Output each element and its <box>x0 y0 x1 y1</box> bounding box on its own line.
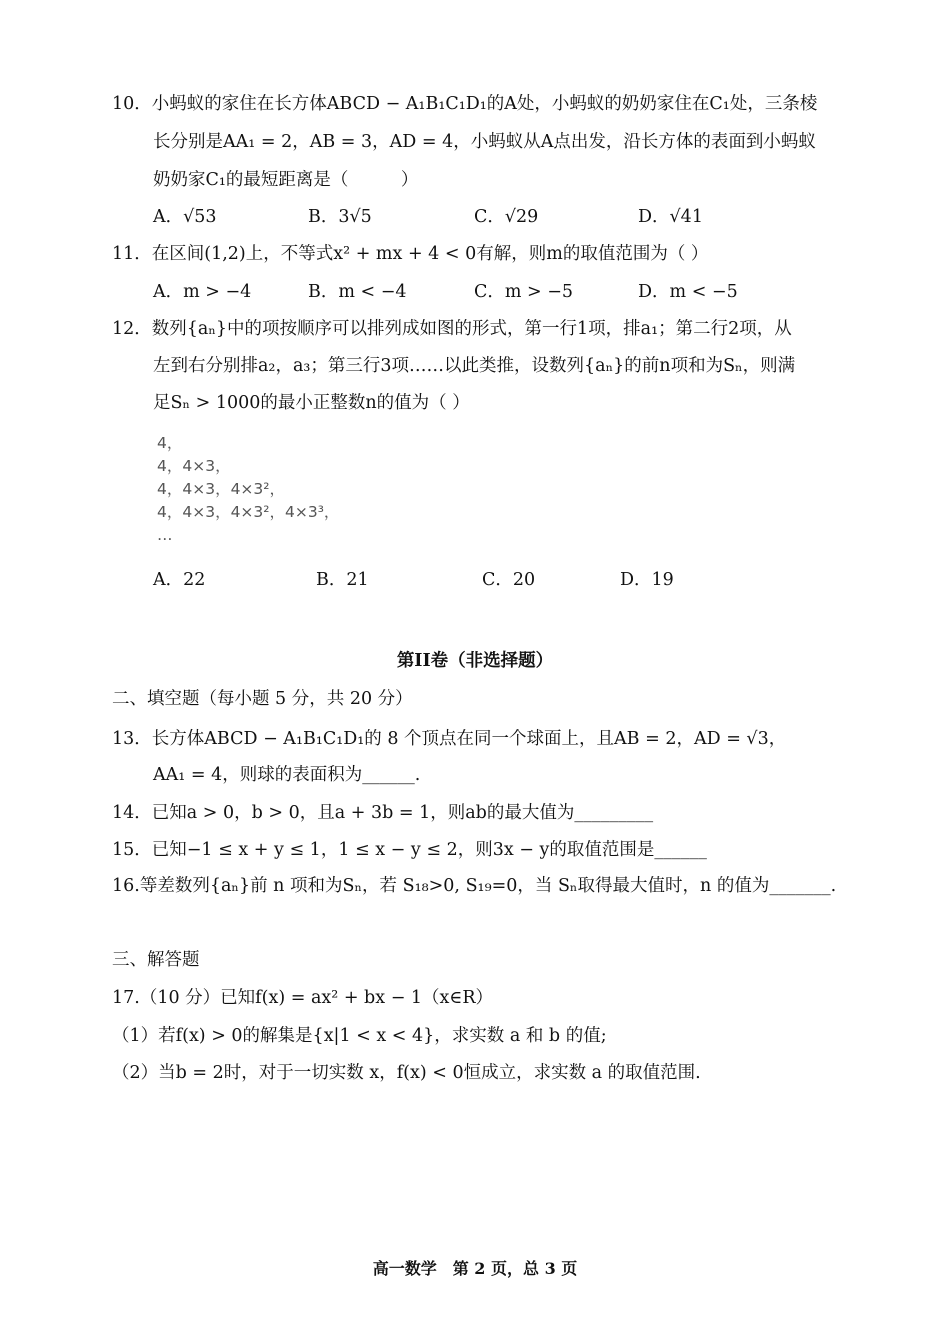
page-footer: 高一数学 第 2 页，总 3 页 <box>372 1259 578 1278</box>
q12-line-3: 足Sₙ > 1000的最小正整数n的值为（ ） <box>153 393 470 413</box>
q12-line-1: 12．数列{aₙ}中的项按顺序可以排列成如图的形式，第一行1项，排a₁；第二行2项，从 <box>112 319 792 339</box>
q17-line-1: 17.（10 分）已知f(x) = ax² + bx − 1（x∈R） <box>112 988 494 1008</box>
q15-text: 15．已知−1 ≤ x + y ≤ 1，1 ≤ x − y ≤ 2，则3x − y的取值范围是______ <box>112 840 707 860</box>
q10-option-a: A．√53 <box>153 207 217 227</box>
q11-option-c: C．m > −5 <box>474 282 574 302</box>
q11-option-d: D．m < −5 <box>638 282 738 302</box>
figure-row-3: 4，4×3，4×3²， <box>157 480 285 498</box>
figure-row-4: 4，4×3，4×3²，4×3³， <box>157 503 340 521</box>
figure-row-5: … <box>157 526 173 544</box>
q13-line-2: AA₁ = 4，则球的表面积为______. <box>153 765 421 785</box>
q12-line-2: 左到右分别排a₂，a₃；第三行3项……以此类推，设数列{aₙ}的前n项和为Sₙ，则满 <box>153 356 796 376</box>
q11-option-a: A．m > −4 <box>153 282 252 302</box>
q12-option-d: D．19 <box>620 570 674 590</box>
q13-line-1: 13．长方体ABCD − A₁B₁C₁D₁的 8 个顶点在同一个球面上，且AB = 2，AD = √3， <box>112 729 787 749</box>
figure-row-1: 4， <box>157 434 183 452</box>
q11-line-1: 11．在区间(1,2)上，不等式x² + mx + 4 < 0有解，则m的取值范围为（ ） <box>112 244 709 264</box>
q14-text: 14．已知a > 0，b > 0，且a + 3b = 1，则ab的最大值为_________ <box>112 803 654 823</box>
q12-sequence-figure <box>157 432 339 547</box>
q10-option-c: C．√29 <box>474 207 539 227</box>
answer-header: 三、解答题 <box>112 950 200 970</box>
q10-line-3: 奶奶家C₁的最短距离是（ ） <box>153 170 419 190</box>
q10-line-2: 长分别是AA₁ = 2，AB = 3，AD = 4，小蚂蚁从A点出发，沿长方体的表面到小蚂蚁 <box>153 132 816 152</box>
q12-option-a: A．22 <box>153 570 206 590</box>
q17-part-1: （1）若f(x) > 0的解集是{x|1 < x < 4}，求实数 a 和 b 的值; <box>112 1026 607 1046</box>
q10-option-b: B．3√5 <box>308 207 372 227</box>
q12-option-c: C．20 <box>482 570 536 590</box>
q12-option-b: B．21 <box>316 570 369 590</box>
q17-part-2: （2）当b = 2时，对于一切实数 x，f(x) < 0恒成立，求实数 a 的取值范围. <box>112 1063 701 1083</box>
fill-in-header: 二、填空题（每小题 5 分，共 20 分） <box>112 689 413 709</box>
q11-option-b: B．m < −4 <box>308 282 407 302</box>
q10-line-1: 10．小蚂蚁的家住在长方体ABCD − A₁B₁C₁D₁的A处，小蚂蚁的奶奶家住在C₁处，三条棱 <box>112 94 818 114</box>
section-2-title: 第II卷（非选择题） <box>396 651 554 671</box>
q10-option-d: D．√41 <box>638 207 703 227</box>
q16-text: 16.等差数列{aₙ}前 n 项和为Sₙ，若 S₁₈>0, S₁₉=0，当 Sₙ取得最大值时，n 的值为_______. <box>112 876 837 896</box>
figure-row-2: 4，4×3， <box>157 457 231 475</box>
